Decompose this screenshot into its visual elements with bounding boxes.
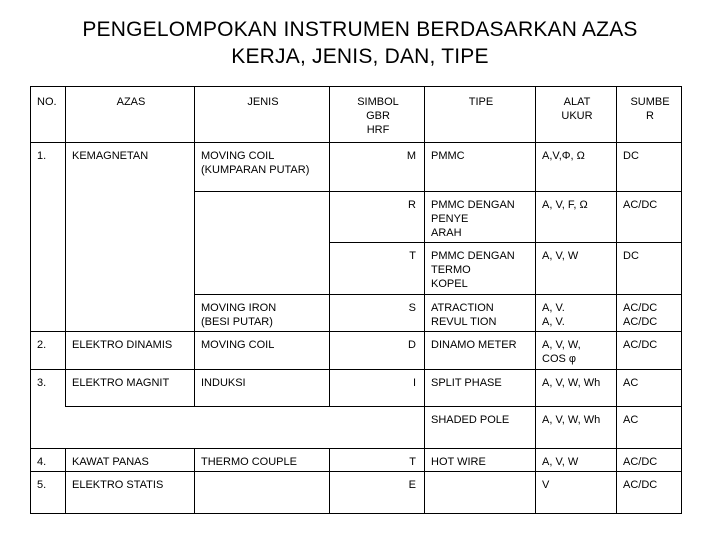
cell-jenis <box>195 472 330 514</box>
cell-sumber: DC <box>617 143 682 192</box>
table-row <box>31 472 682 514</box>
cell-sumber: AC/DC <box>617 332 682 370</box>
table-row <box>31 370 682 407</box>
cell-alat-ukur: A, V, F, Ω <box>536 192 617 243</box>
cell-tipe: SHADED POLE <box>425 407 536 449</box>
header-sumber: SUMBE R <box>617 87 682 143</box>
cell-azas: ELEKTRO MAGNIT <box>66 370 195 407</box>
cell-alat-ukur: V <box>536 472 617 514</box>
cell-no: 4. <box>31 449 66 472</box>
header-azas: AZAS <box>66 87 195 143</box>
cell-alat-ukur: A, V, W <box>536 449 617 472</box>
cell-jenis: MOVING COIL <box>195 332 330 370</box>
title-line-2: KERJA, JENIS, DAN, TIPE <box>231 45 489 68</box>
header-row <box>31 87 682 143</box>
cell-jenis: THERMO COUPLE <box>195 449 330 472</box>
cell-tipe: SPLIT PHASE <box>425 370 536 407</box>
table-row <box>31 332 682 370</box>
cell-jenis <box>195 192 330 243</box>
cell-alat-ukur: A, V, W, Wh <box>536 407 617 449</box>
title-line-1: PENGELOMPOKAN INSTRUMEN BERDASARKAN AZAS <box>82 18 638 41</box>
table-row <box>31 407 682 449</box>
cell-tipe: PMMC DENGAN PENYE ARAH <box>425 192 536 243</box>
cell-no <box>31 407 66 449</box>
cell-azas <box>66 295 195 332</box>
cell-no: 3. <box>31 370 66 407</box>
table-row <box>31 449 682 472</box>
cell-azas: KEMAGNETAN <box>66 143 195 192</box>
cell-simbol: E <box>330 472 425 514</box>
cell-simbol: M <box>330 143 425 192</box>
cell-sumber: AC/DC <box>617 192 682 243</box>
header-no: NO. <box>31 87 66 143</box>
header-simbol: SIMBOL GBR HRF <box>330 87 425 143</box>
cell-tipe: PMMC <box>425 143 536 192</box>
cell-jenis: MOVING IRON (BESI PUTAR) <box>195 295 330 332</box>
cell-simbol: R <box>330 192 425 243</box>
cell-simbol: S <box>330 295 425 332</box>
page-title <box>0 16 720 70</box>
cell-no <box>31 243 66 295</box>
cell-no: 2. <box>31 332 66 370</box>
cell-jenis <box>195 243 330 295</box>
cell-simbol: T <box>330 243 425 295</box>
header-jenis: JENIS <box>195 87 330 143</box>
cell-sumber: AC <box>617 407 682 449</box>
cell-no <box>31 192 66 243</box>
cell-azas: KAWAT PANAS <box>66 449 195 472</box>
cell-alat-ukur: A, V, W <box>536 243 617 295</box>
cell-tipe <box>425 472 536 514</box>
cell-azas <box>66 407 195 449</box>
cell-simbol: I <box>330 370 425 407</box>
cell-azas: ELEKTRO STATIS <box>66 472 195 514</box>
table-row <box>31 295 682 332</box>
cell-tipe: ATRACTION REVUL TION <box>425 295 536 332</box>
instrument-table <box>30 86 682 514</box>
header-alat-ukur: ALAT UKUR <box>536 87 617 143</box>
cell-jenis: MOVING COIL (KUMPARAN PUTAR) <box>195 143 330 192</box>
cell-sumber: AC/DC AC/DC <box>617 295 682 332</box>
cell-no: 5. <box>31 472 66 514</box>
cell-alat-ukur: A, V, W, Wh <box>536 370 617 407</box>
cell-no <box>31 295 66 332</box>
cell-alat-ukur: A, V. A, V. <box>536 295 617 332</box>
cell-sumber: AC/DC <box>617 449 682 472</box>
header-tipe: TIPE <box>425 87 536 143</box>
table-row <box>31 243 682 295</box>
cell-sumber: AC <box>617 370 682 407</box>
cell-jenis <box>195 407 330 449</box>
cell-simbol: T <box>330 449 425 472</box>
cell-jenis: INDUKSI <box>195 370 330 407</box>
cell-alat-ukur: A,V,Φ, Ω <box>536 143 617 192</box>
cell-azas <box>66 192 195 243</box>
table-row <box>31 143 682 192</box>
cell-simbol: D <box>330 332 425 370</box>
table-row <box>31 192 682 243</box>
cell-alat-ukur: A, V, W, COS φ <box>536 332 617 370</box>
cell-tipe: DINAMO METER <box>425 332 536 370</box>
cell-azas <box>66 243 195 295</box>
cell-tipe: HOT WIRE <box>425 449 536 472</box>
cell-no: 1. <box>31 143 66 192</box>
cell-tipe: PMMC DENGAN TERMO KOPEL <box>425 243 536 295</box>
cell-sumber: DC <box>617 243 682 295</box>
cell-sumber: AC/DC <box>617 472 682 514</box>
cell-azas: ELEKTRO DINAMIS <box>66 332 195 370</box>
cell-simbol <box>330 407 425 449</box>
